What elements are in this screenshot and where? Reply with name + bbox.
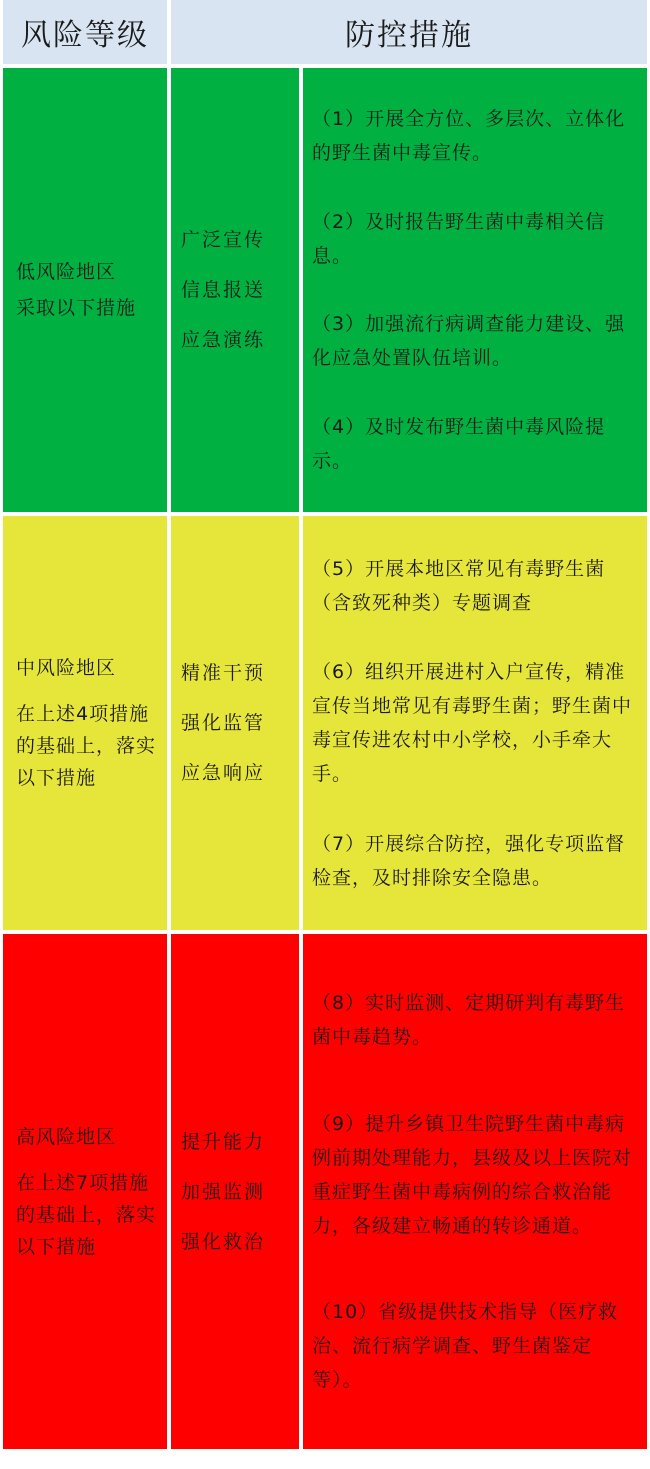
measure-item: （6）组织开展进村入户宣传，精准宣传当地常见有毒野生菌；野生菌中毒宣传进农村中小学校，小手牵大手。 (312, 661, 633, 785)
key-measure: 强化监管 (181, 712, 266, 734)
keys-cell-medium (171, 516, 299, 930)
level-name: 高风险地区 (16, 1125, 117, 1148)
key-measure: 信息报送 (181, 279, 266, 301)
key-measure: 加强监测 (181, 1180, 266, 1203)
measure-item: （9）提升乡镇卫生院野生菌中毒病例前期处理能力，县级及以上医院对重症野生菌中毒病例的综合救治能力，各级建立畅通的转诊通道。 (312, 1112, 633, 1237)
key-measure: 精准干预 (181, 662, 266, 684)
measure-item: （7）开展综合防控，强化专项监督检查，及时排除安全隐患。 (312, 832, 626, 889)
measure-item: （3）加强流行病调查能力建设、强化应急处置队伍培训。 (312, 313, 626, 370)
measure-item: （4）及时发布野生菌中毒风险提示。 (312, 415, 606, 472)
keys-cell-low (171, 68, 299, 512)
key-measure: 强化救治 (181, 1230, 266, 1253)
level-name: 低风险地区 (16, 261, 117, 283)
key-measure: 广泛宣传 (181, 229, 266, 251)
key-measure: 提升能力 (181, 1130, 266, 1153)
header-measures: 防控措施 (171, 0, 647, 64)
measure-item: （8）实时监测、定期研判有毒野生菌中毒趋势。 (312, 992, 626, 1049)
row-low-risk (0, 68, 650, 512)
items-cell-medium (303, 516, 647, 930)
key-measure: 应急响应 (181, 762, 266, 784)
level-cell-medium (3, 516, 167, 930)
measure-item: （5）开展本地区常见有毒野生菌（含致死种类）专题调查 (312, 557, 606, 614)
measure-item: （2）及时报告野生菌中毒相关信息。 (312, 210, 606, 267)
measure-item: （1）开展全方位、多层次、立体化的野生菌中毒宣传。 (312, 108, 626, 165)
row-medium-risk (0, 516, 650, 930)
keys-cell-high (171, 934, 299, 1449)
level-name: 中风险地区 (16, 657, 117, 679)
items-cell-high (303, 934, 647, 1449)
level-cell-high (3, 934, 167, 1449)
level-note: 采取以下措施 (16, 297, 137, 319)
level-cell-low (3, 68, 167, 512)
row-high-risk (0, 934, 650, 1449)
key-measure: 应急演练 (181, 329, 266, 351)
items-cell-low (303, 68, 647, 512)
header-risk-level: 风险等级 (3, 0, 167, 64)
level-note: 在上述4项措施的基础上，落实以下措施 (16, 703, 157, 789)
level-note: 在上述7项措施的基础上，落实以下措施 (16, 1171, 157, 1258)
measure-item: （10）省级提供技术指导（医疗救治、流行病学调查、野生菌鉴定等）。 (312, 1300, 619, 1391)
